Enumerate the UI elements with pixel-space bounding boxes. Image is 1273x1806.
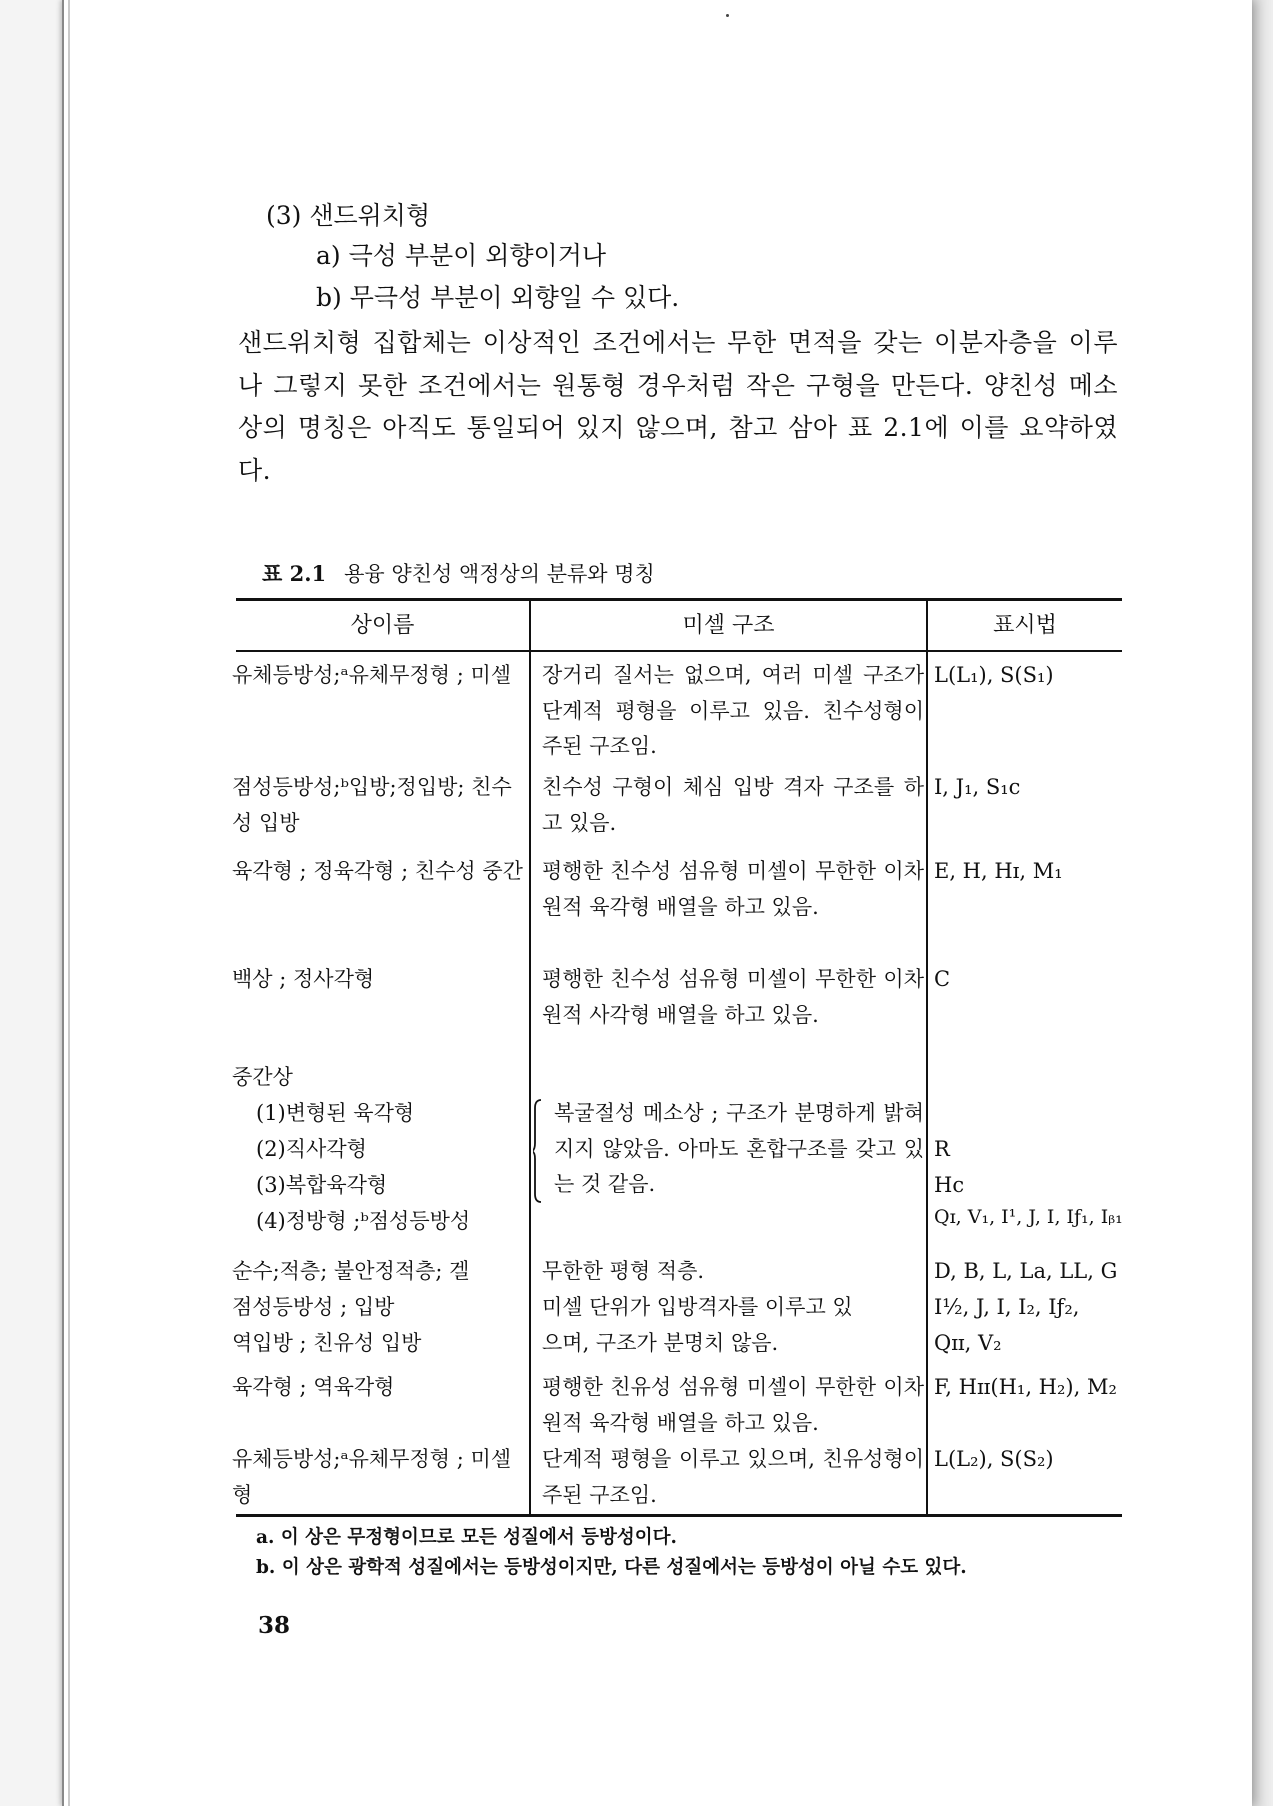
table-cell-notation: C bbox=[934, 967, 951, 991]
table-cell-notation: F, Hɪɪ(H₁, H₂), M₂ bbox=[934, 1375, 1117, 1399]
table-cell-structure: 복굴절성 메소상 ; 구조가 분명하게 밝혀지지 않았음. 아마도 혼합구조를 갖고 있는 것 같음. bbox=[554, 1101, 924, 1196]
list-item-3a: a) 극성 부분이 외향이거나 bbox=[316, 241, 606, 270]
page-binding-shadow bbox=[68, 0, 70, 1806]
header-notation: 표시법 bbox=[993, 613, 1057, 638]
table-cell-name: (2)직사각형 bbox=[256, 1137, 367, 1161]
table-cell-name: 육각형 ; 역육각형 bbox=[232, 1375, 395, 1399]
header-micelle-structure: 미셀 구조 bbox=[682, 613, 775, 638]
table-caption bbox=[262, 558, 655, 590]
speck bbox=[726, 14, 729, 17]
table-cell-name: 점성등방성;ᵇ입방;정입방; 친수성 입방 bbox=[232, 775, 512, 835]
table-cell-notation: R bbox=[934, 1137, 950, 1161]
table-cell-name: (1)변형된 육각형 bbox=[256, 1101, 415, 1125]
table-cell-notation: Qɪ, V₁, I¹, J, I, Iƒ₁, Iᵦ₁ bbox=[934, 1206, 1123, 1228]
body-paragraph: 샌드위치형 집합체는 이상적인 조건에서는 무한 면적을 갖는 이분자층을 이루나 그렇지 못한 조건에서는 원통형 경우처럼 작은 구형을 만든다. 양친성 메소상의 명칭은 아직도 통일되어 있지 않으며, 참고 삼아 표 2.1에 이를 요약하였다. bbox=[238, 328, 1118, 485]
table-cell-notation: Hc bbox=[934, 1173, 965, 1197]
table-cell-notation: D, B, L, La, LL, G bbox=[934, 1259, 1118, 1283]
table-cell-structure: 평행한 친유성 섬유형 미셀이 무한한 이차원적 육각형 배열을 하고 있음. bbox=[542, 1375, 924, 1435]
table-cell-structure: 평행한 친수성 섬유형 미셀이 무한한 이차원적 사각형 배열을 하고 있음. bbox=[542, 967, 924, 1027]
table-cell-structure: 으며, 구조가 분명치 않음. bbox=[542, 1331, 779, 1355]
table-cell-name: 육각형 ; 정육각형 ; 친수성 중간 bbox=[232, 859, 523, 883]
table-cell-name: 유체등방성;ᵃ유체무정형 ; 미셀 bbox=[232, 663, 512, 687]
table-cell-name: 중간상 bbox=[232, 1065, 293, 1089]
header-phase-name: 상이름 bbox=[350, 613, 415, 638]
table-cell-structure: 친수성 구형이 체심 입방 격자 구조를 하고 있음. bbox=[542, 775, 924, 835]
table-number: 표 2.1 bbox=[262, 561, 327, 586]
table-cell-notation: L(L₁), S(S₁) bbox=[934, 663, 1054, 687]
table-cell-name: 순수;적층; 불안정적층; 겔 bbox=[232, 1259, 470, 1283]
list-item-3b: b) 무극성 부분이 외향일 수 있다. bbox=[316, 283, 680, 312]
table-cell-notation: L(L₂), S(S₂) bbox=[934, 1447, 1054, 1471]
table-cell-structure: 평행한 친수성 섬유형 미셀이 무한한 이차원적 육각형 배열을 하고 있음. bbox=[542, 859, 924, 919]
footnote-b: b. 이 상은 광학적 성질에서는 등방성이지만, 다른 성질에서는 등방성이 아닐 수도 있다. bbox=[256, 1557, 967, 1578]
table-bottom-rule bbox=[236, 1514, 1122, 1517]
table-cell-structure: 미셀 단위가 입방격자를 이루고 있 bbox=[542, 1295, 853, 1319]
table-cell-notation: I, J₁, S₁c bbox=[934, 775, 1021, 799]
table-cell-name: 역입방 ; 친유성 입방 bbox=[232, 1331, 422, 1355]
table-column-divider bbox=[529, 600, 531, 1516]
table-cell-notation: I½, J, I, I₂, Iƒ₂, bbox=[934, 1295, 1080, 1319]
table-cell-structure: 장거리 질서는 없으며, 여러 미셀 구조가 단계적 평형을 이루고 있음. 친수성형이 주된 구조임. bbox=[542, 663, 924, 758]
table-cell-name: 유체등방성;ᵃ유체무정형 ; 미셀형 bbox=[232, 1447, 512, 1507]
table-cell-structure: 단계적 평형을 이루고 있으며, 친유성형이 주된 구조임. bbox=[542, 1447, 924, 1507]
page-edge-shadow bbox=[1250, 0, 1273, 1806]
table-cell-name: 점성등방성 ; 입방 bbox=[232, 1295, 395, 1319]
table-header-rule bbox=[236, 650, 1122, 652]
table-cell-name: (3)복합육각형 bbox=[256, 1173, 388, 1197]
table-top-rule bbox=[236, 598, 1122, 601]
table-cell-notation: E, H, Hɪ, M₁ bbox=[934, 859, 1063, 883]
table-cell-name: (4)정방형 ;ᵇ점성등방성 bbox=[256, 1209, 471, 1233]
list-item-3: (3) 샌드위치형 bbox=[266, 201, 431, 230]
table-title: 용융 양친성 액정상의 분류와 명칭 bbox=[344, 562, 655, 586]
brace-icon bbox=[533, 1098, 543, 1204]
table-cell-notation: Qɪɪ, V₂ bbox=[934, 1331, 1002, 1355]
table-column-divider bbox=[926, 600, 928, 1516]
footnote-a: a. 이 상은 무정형이므로 모든 성질에서 등방성이다. bbox=[256, 1527, 677, 1548]
page-number: 38 bbox=[258, 1612, 291, 1639]
table-cell-structure: 무한한 평형 적층. bbox=[542, 1259, 705, 1283]
table-cell-name: 백상 ; 정사각형 bbox=[232, 967, 375, 991]
